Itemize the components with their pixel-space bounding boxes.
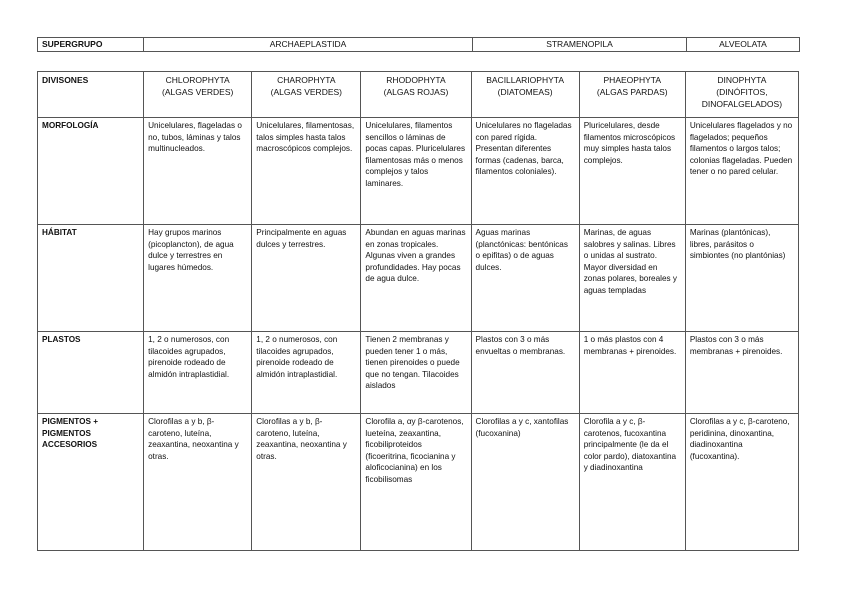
divisions-label: DIVISONES <box>38 72 144 118</box>
division-name: PHAEOPHYTA <box>603 75 661 85</box>
division-name: BACILLARIOPHYTA <box>486 75 565 85</box>
header-chlorophyta <box>144 72 252 118</box>
row-label: PIGMENTOS + PIGMENTOS ACCESORIOS <box>38 414 144 551</box>
cell-morfologia-rhodophyta: Unicelulares, filamentos sencillos o láminas de pocas capas. Pluricelulares filamentosas más o menos complejos y talos laminares. <box>361 118 471 225</box>
header-phaeophyta <box>579 72 685 118</box>
division-name: RHODOPHYTA <box>386 75 446 85</box>
division-name: CHAROPHYTA <box>277 75 336 85</box>
cell-morfologia-bacillariophyta: Unicelulares no flageladas con pared rígida. Presentan diferentes formas (cadenas, barca, filamentos coloniales). <box>471 118 579 225</box>
divisions-table <box>37 71 799 551</box>
cell-habitat-rhodophyta: Abundan en aguas marinas en zonas tropicales. Algunas viven a grandes profundidades. Hay pocas de agua dulce. <box>361 225 471 332</box>
cell-plastos-chlorophyta: 1, 2 o numerosos, con tilacoides agrupados, pirenoide rodeado de almidón intraplastidial. <box>144 332 252 414</box>
header-charophyta <box>252 72 361 118</box>
row-morfologia <box>38 118 799 225</box>
row-label: HÁBITAT <box>38 225 144 332</box>
cell-plastos-dinophyta: Plastos con 3 o más membranas + pirenoides. <box>685 332 798 414</box>
row-habitat <box>38 225 799 332</box>
cell-morfologia-dinophyta: Unicelulares flagelados y no flagelados; pequeños filamentos o largos talos; colonias flageladas. Pueden tener o no pared celular. <box>685 118 798 225</box>
division-name: CHLOROPHYTA <box>165 75 230 85</box>
cell-habitat-phaeophyta: Marinas, de aguas salobres y salinas. Libres o unidas al sustrato. Mayor diversidad en zonas polares, boreales y aguas templadas <box>579 225 685 332</box>
cell-habitat-charophyta: Principalmente en aguas dulces y terrestres. <box>252 225 361 332</box>
cell-plastos-phaeophyta: 1 o más plastos con 4 membranas + pirenoides. <box>579 332 685 414</box>
header-bacillariophyta <box>471 72 579 118</box>
row-pigmentos <box>38 414 799 551</box>
cell-habitat-dinophyta: Marinas (plantónicas), libres, parásitos o simbiontes (no plantónias) <box>685 225 798 332</box>
cell-morfologia-phaeophyta: Pluricelulares, desde filamentos microscópicos muy simples hasta talos complejos. <box>579 118 685 225</box>
cell-pigmentos-charophyta: Clorofilas a y b, β-caroteno, luteína, zeaxantina, neoxantina y otras. <box>252 414 361 551</box>
division-common-name: (DIATOMEAS) <box>497 86 553 97</box>
supergroup-archaeplastida: ARCHAEPLASTIDA <box>144 38 473 52</box>
cell-pigmentos-phaeophyta: Clorofila a y c, β-carotenos, fucoxantina principalmente (le da el color pardo), diatoxantina y diadinoxantina <box>579 414 685 551</box>
division-name: DINOPHYTA <box>717 75 767 85</box>
division-common-name: (ALGAS PARDAS) <box>596 86 668 97</box>
row-plastos <box>38 332 799 414</box>
row-label: MORFOLOGÍA <box>38 118 144 225</box>
cell-habitat-chlorophyta: Hay grupos marinos (picoplancton), de agua dulce y terrestres en lugares húmedos. <box>144 225 252 332</box>
header-dinophyta <box>685 72 798 118</box>
cell-pigmentos-rhodophyta: Clorofila a, αy β-carotenos, lueteína, zeaxantina, ficobiliproteidos (ficoeritrina, ficocianina y aloficocianina) en los ficobilisomas <box>361 414 471 551</box>
cell-pigmentos-chlorophyta: Clorofilas a y b, β-caroteno, luteína, zeaxantina, neoxantina y otras. <box>144 414 252 551</box>
supergroup-alveolata: ALVEOLATA <box>687 38 800 52</box>
header-rhodophyta <box>361 72 471 118</box>
supergroup-label: SUPERGRUPO <box>38 38 144 52</box>
cell-plastos-bacillariophyta: Plastos con 3 o más envueltas o membranas. <box>471 332 579 414</box>
supergroup-row <box>38 38 800 52</box>
row-label: PLASTOS <box>38 332 144 414</box>
cell-morfologia-charophyta: Unicelulares, filamentosas, talos simples hasta talos macroscópicos complejos. <box>252 118 361 225</box>
supergroup-table <box>37 37 800 52</box>
cell-morfologia-chlorophyta: Unicelulares, flageladas o no, tubos, láminas y talos multinucleados. <box>144 118 252 225</box>
cell-plastos-charophyta: 1, 2 o numerosos, con tilacoides agrupados, pirenoide rodeado de almidón intraplastidial. <box>252 332 361 414</box>
division-common-name: (ALGAS VERDES) <box>270 86 342 97</box>
cell-pigmentos-bacillariophyta: Clorofilas a y c, xantofilas (fucoxanina) <box>471 414 579 551</box>
supergroup-stramenopila: STRAMENOPILA <box>473 38 687 52</box>
cell-habitat-bacillariophyta: Aguas marinas (planctónicas: bentónicas o epifitas) o de aguas dulces. <box>471 225 579 332</box>
division-common-name: (ALGAS VERDES) <box>162 86 234 97</box>
division-common-name: (ALGAS ROJAS) <box>383 86 449 97</box>
cell-pigmentos-dinophyta: Clorofilas a y c, β-caroteno, peridinina, dinoxantina, diadinoxantina (fucoxantina). <box>685 414 798 551</box>
division-common-name: (DINÓFITOS, DINOFALGELADOS) <box>701 86 783 109</box>
header-row <box>38 72 799 118</box>
cell-plastos-rhodophyta: Tienen 2 membranas y pueden tener 1 o más, tienen pirenoides o puede que no tengan. Tilacoides aislados <box>361 332 471 414</box>
